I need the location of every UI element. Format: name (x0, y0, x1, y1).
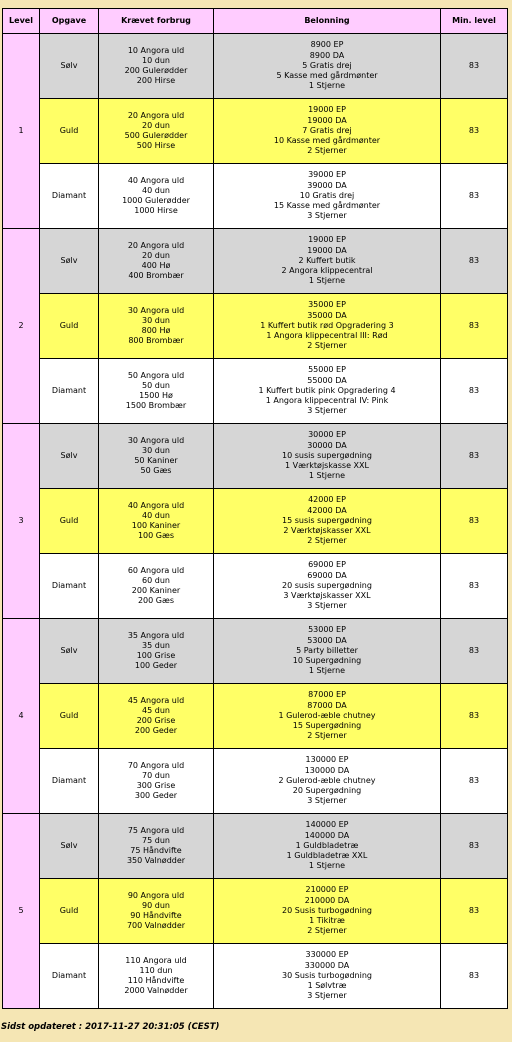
forbrug-line: 110 dun (139, 965, 173, 975)
table-row (3, 749, 508, 814)
belonning-line: 1 Sølvtræ (307, 981, 347, 991)
kraevet-forbrug-cell (99, 34, 214, 99)
belonning-line: 7 Gratis drej (302, 125, 352, 135)
forbrug-line: 400 Brombær (128, 271, 184, 281)
forbrug-line: 45 dun (142, 705, 170, 715)
belonning-line: 39000 DA (307, 180, 347, 190)
min-level-cell: 83 (441, 619, 508, 684)
forbrug-line: 200 Hirse (136, 76, 176, 86)
belonning-line: 53000 EP (308, 625, 346, 635)
table-row (3, 554, 508, 619)
table-row (3, 99, 508, 164)
forbrug-line: 200 Grise (136, 716, 176, 725)
kraevet-forbrug-cell (99, 879, 214, 944)
kraevet-forbrug-cell (99, 164, 214, 229)
kraevet-forbrug-cell (99, 814, 214, 879)
belonning-line: 10 Gratis drej (299, 190, 355, 200)
quest-table (2, 8, 508, 1009)
forbrug-line: 60 dun (142, 575, 170, 585)
opgave-cell: Diamant (40, 164, 99, 229)
belonning-line: 330000 EP (305, 950, 349, 960)
forbrug-line: 30 dun (142, 445, 170, 455)
opgave-cell: Guld (40, 489, 99, 554)
opgave-cell: Diamant (40, 554, 99, 619)
belonning-cell (214, 944, 441, 1009)
belonning-line: 10 susis supergødning (282, 450, 372, 460)
level-cell: 1 (3, 34, 40, 229)
opgave-cell: Sølv (40, 424, 99, 489)
belonning-line: 19000 EP (308, 235, 346, 245)
belonning-line: 2 Værktøjskasser XXL (283, 526, 371, 536)
forbrug-line: 500 Gulerødder (124, 131, 188, 140)
belonning-cell (214, 489, 441, 554)
forbrug-line: 70 Angora uld (127, 760, 185, 770)
header-min-level: Min. level (441, 9, 508, 34)
belonning-line: 87000 DA (307, 700, 347, 710)
belonning-cell (214, 229, 441, 294)
belonning-line: 35000 EP (308, 300, 346, 310)
opgave-cell: Sølv (40, 619, 99, 684)
forbrug-line: 500 Hirse (136, 141, 176, 151)
forbrug-line: 110 Håndvifte (127, 976, 185, 985)
belonning-line: 1 Angora klippecentral III: Rød (266, 331, 388, 341)
min-level-cell: 83 (441, 879, 508, 944)
forbrug-line: 75 Angora uld (127, 825, 185, 835)
forbrug-line: 20 dun (142, 120, 170, 130)
header-opgave: Opgave (40, 9, 99, 34)
level-cell: 2 (3, 229, 40, 424)
belonning-cell (214, 99, 441, 164)
forbrug-line: 10 dun (142, 55, 170, 65)
min-level-cell: 83 (441, 229, 508, 294)
belonning-line: 30000 EP (308, 430, 346, 440)
kraevet-forbrug-cell (99, 749, 214, 814)
belonning-line: 2 Gulerod-æble chutney (278, 775, 376, 785)
min-level-cell: 83 (441, 99, 508, 164)
forbrug-line: 35 Angora uld (127, 630, 185, 640)
belonning-line: 15 Supergødning (292, 721, 362, 731)
belonning-line: 10 Kasse med gårdmønter (273, 136, 381, 146)
forbrug-line: 20 dun (142, 250, 170, 260)
belonning-line: 69000 EP (308, 560, 346, 570)
forbrug-line: 300 Grise (136, 781, 176, 790)
belonning-line: 130000 EP (305, 755, 349, 765)
forbrug-line: 60 Angora uld (127, 565, 185, 575)
forbrug-line: 100 Grise (136, 651, 176, 660)
opgave-cell: Sølv (40, 814, 99, 879)
belonning-line: 20 Supergødning (292, 786, 362, 796)
belonning-line: 55000 EP (308, 365, 346, 375)
forbrug-line: 90 Håndvifte (130, 911, 182, 920)
belonning-line: 1 Guldbladetræ XXL (286, 851, 368, 861)
table-row (3, 424, 508, 489)
forbrug-line: 800 Brombær (128, 336, 184, 346)
belonning-line: 2 Angora klippecentral (281, 266, 373, 276)
belonning-line: 3 Stjerner (307, 796, 347, 806)
table-row (3, 164, 508, 229)
opgave-cell: Sølv (40, 229, 99, 294)
belonning-line: 140000 DA (304, 830, 350, 840)
min-level-cell: 83 (441, 554, 508, 619)
belonning-line: 1 Stjerne (308, 666, 346, 676)
table-row (3, 814, 508, 879)
forbrug-line: 70 dun (142, 770, 170, 780)
forbrug-line: 30 dun (142, 315, 170, 325)
belonning-line: 15 Kasse med gårdmønter (273, 201, 381, 211)
belonning-line: 2 Stjerner (307, 731, 347, 741)
belonning-line: 2 Stjerner (307, 341, 347, 351)
table-row (3, 294, 508, 359)
belonning-line: 1 Værktøjskasse XXL (285, 461, 369, 471)
forbrug-line: 40 dun (142, 510, 170, 520)
min-level-cell: 83 (441, 294, 508, 359)
belonning-line: 19000 DA (307, 245, 347, 255)
kraevet-forbrug-cell (99, 944, 214, 1009)
kraevet-forbrug-cell (99, 99, 214, 164)
opgave-cell: Guld (40, 294, 99, 359)
belonning-line: 1 Guldbladetræ (295, 840, 359, 850)
table-row (3, 34, 508, 99)
min-level-cell: 83 (441, 684, 508, 749)
forbrug-line: 100 Kaniner (131, 521, 181, 530)
forbrug-line: 90 Angora uld (127, 890, 185, 900)
belonning-line: 1 Stjerne (308, 81, 346, 91)
forbrug-line: 200 Kaniner (131, 586, 181, 595)
belonning-line: 2 Stjerner (307, 536, 347, 546)
belonning-line: 130000 DA (304, 765, 350, 775)
belonning-line: 3 Værktøjskasser XXL (283, 591, 371, 601)
belonning-cell (214, 554, 441, 619)
forbrug-line: 10 Angora uld (127, 45, 185, 55)
opgave-cell: Diamant (40, 749, 99, 814)
forbrug-line: 100 Geder (134, 661, 178, 671)
forbrug-line: 50 Kaniner (134, 456, 178, 465)
forbrug-line: 350 Valnødder (126, 856, 186, 866)
kraevet-forbrug-cell (99, 619, 214, 684)
belonning-line: 19000 EP (308, 105, 346, 115)
table-header-row (3, 9, 508, 34)
forbrug-line: 700 Valnødder (126, 921, 186, 931)
belonning-line: 140000 EP (305, 820, 349, 830)
min-level-cell: 83 (441, 34, 508, 99)
belonning-line: 2 Stjerner (307, 926, 347, 936)
belonning-line: 1 Stjerne (308, 471, 346, 481)
opgave-cell: Guld (40, 684, 99, 749)
forbrug-line: 100 Gæs (137, 531, 175, 541)
forbrug-line: 800 Hø (141, 326, 171, 335)
min-level-cell: 83 (441, 424, 508, 489)
belonning-line: 8900 EP (310, 40, 344, 50)
belonning-line: 15 susis supergødning (282, 515, 372, 525)
table-row (3, 359, 508, 424)
forbrug-line: 30 Angora uld (127, 305, 185, 315)
table-body (3, 34, 508, 1009)
belonning-line: 20 Susis turbogødning (282, 905, 372, 915)
belonning-line: 19000 DA (307, 115, 347, 125)
kraevet-forbrug-cell (99, 554, 214, 619)
table-row (3, 879, 508, 944)
forbrug-line: 40 dun (142, 185, 170, 195)
opgave-cell: Guld (40, 879, 99, 944)
belonning-line: 30000 DA (307, 440, 347, 450)
table-row (3, 489, 508, 554)
forbrug-line: 40 Angora uld (127, 175, 185, 185)
last-updated-text: Sidst opdateret : 2017-11-27 20:31:05 (CEST) (1, 1022, 220, 1032)
belonning-line: 35000 DA (307, 310, 347, 320)
forbrug-line: 75 dun (142, 835, 170, 845)
min-level-cell: 83 (441, 489, 508, 554)
level-cell: 4 (3, 619, 40, 814)
forbrug-line: 110 Angora uld (125, 955, 187, 965)
belonning-line: 20 susis supergødning (282, 580, 372, 590)
belonning-line: 1 Stjerne (308, 861, 346, 871)
belonning-line: 5 Kasse med gårdmønter (276, 71, 378, 81)
table-row (3, 229, 508, 294)
belonning-line: 2 Kuffert butik (298, 255, 356, 265)
level-cell: 3 (3, 424, 40, 619)
belonning-cell (214, 424, 441, 489)
forbrug-line: 50 Angora uld (127, 370, 185, 380)
belonning-line: 3 Stjerner (307, 406, 347, 416)
min-level-cell: 83 (441, 944, 508, 1009)
forbrug-line: 1000 Hirse (134, 206, 178, 216)
belonning-cell (214, 749, 441, 814)
belonning-line: 210000 DA (304, 895, 350, 905)
belonning-line: 1 Angora klippecentral IV: Pink (265, 396, 389, 406)
belonning-line: 53000 DA (307, 635, 347, 645)
kraevet-forbrug-cell (99, 424, 214, 489)
belonning-cell (214, 359, 441, 424)
belonning-line: 5 Gratis drej (302, 60, 352, 70)
belonning-cell (214, 164, 441, 229)
belonning-line: 2 Stjerner (307, 146, 347, 156)
header-level: Level (3, 9, 40, 34)
kraevet-forbrug-cell (99, 684, 214, 749)
min-level-cell: 83 (441, 164, 508, 229)
kraevet-forbrug-cell (99, 294, 214, 359)
forbrug-line: 400 Hø (141, 261, 171, 270)
kraevet-forbrug-cell (99, 359, 214, 424)
table-row (3, 944, 508, 1009)
min-level-cell: 83 (441, 814, 508, 879)
forbrug-line: 200 Gulerødder (124, 66, 188, 75)
belonning-cell (214, 619, 441, 684)
belonning-line: 330000 DA (304, 960, 350, 970)
forbrug-line: 30 Angora uld (127, 435, 185, 445)
belonning-line: 69000 DA (307, 570, 347, 580)
belonning-cell (214, 879, 441, 944)
belonning-cell (214, 684, 441, 749)
belonning-cell (214, 814, 441, 879)
belonning-line: 8900 DA (309, 50, 345, 60)
belonning-cell (214, 34, 441, 99)
forbrug-line: 35 dun (142, 640, 170, 650)
belonning-line: 1 Tikitræ (309, 916, 345, 926)
header-belonning: Belonning (214, 9, 441, 34)
min-level-cell: 83 (441, 359, 508, 424)
belonning-line: 39000 EP (308, 170, 346, 180)
belonning-line: 55000 DA (307, 375, 347, 385)
belonning-line: 1 Kuffert butik rød Opgradering 3 (260, 320, 394, 330)
belonning-cell (214, 294, 441, 359)
forbrug-line: 90 dun (142, 900, 170, 910)
forbrug-line: 75 Håndvifte (130, 846, 182, 855)
opgave-cell: Diamant (40, 359, 99, 424)
level-cell: 5 (3, 814, 40, 1009)
belonning-line: 5 Party billetter (296, 645, 358, 655)
belonning-line: 3 Stjerner (307, 991, 347, 1001)
belonning-line: 42000 DA (307, 505, 347, 515)
forbrug-line: 50 Gæs (140, 466, 172, 476)
forbrug-line: 20 Angora uld (127, 240, 185, 250)
belonning-line: 1 Kuffert butik pink Opgradering 4 (258, 385, 396, 395)
header-kraevet-forbrug: Krævet forbrug (99, 9, 214, 34)
forbrug-line: 1500 Hø (139, 391, 173, 400)
kraevet-forbrug-cell (99, 489, 214, 554)
opgave-cell: Diamant (40, 944, 99, 1009)
kraevet-forbrug-cell (99, 229, 214, 294)
forbrug-line: 1500 Brombær (125, 401, 187, 411)
belonning-line: 1 Gulerod-æble chutney (278, 710, 376, 720)
belonning-line: 10 Supergødning (292, 656, 362, 666)
min-level-cell: 83 (441, 749, 508, 814)
belonning-line: 3 Stjerner (307, 211, 347, 221)
forbrug-line: 20 Angora uld (127, 110, 185, 120)
belonning-line: 3 Stjerner (307, 601, 347, 611)
forbrug-line: 45 Angora uld (127, 695, 185, 705)
belonning-line: 210000 EP (305, 885, 349, 895)
belonning-line: 30 Susis turbogødning (282, 970, 372, 980)
opgave-cell: Sølv (40, 34, 99, 99)
forbrug-line: 50 dun (142, 380, 170, 390)
opgave-cell: Guld (40, 99, 99, 164)
belonning-line: 42000 EP (308, 495, 346, 505)
forbrug-line: 2000 Valnødder (124, 986, 188, 996)
table-row (3, 619, 508, 684)
forbrug-line: 300 Geder (134, 791, 178, 801)
forbrug-line: 200 Geder (134, 726, 178, 736)
forbrug-line: 40 Angora uld (127, 500, 185, 510)
belonning-line: 87000 EP (308, 690, 346, 700)
forbrug-line: 1000 Gulerødder (122, 196, 190, 205)
belonning-line: 1 Stjerne (308, 276, 346, 286)
forbrug-line: 200 Gæs (137, 596, 175, 606)
table-row (3, 684, 508, 749)
